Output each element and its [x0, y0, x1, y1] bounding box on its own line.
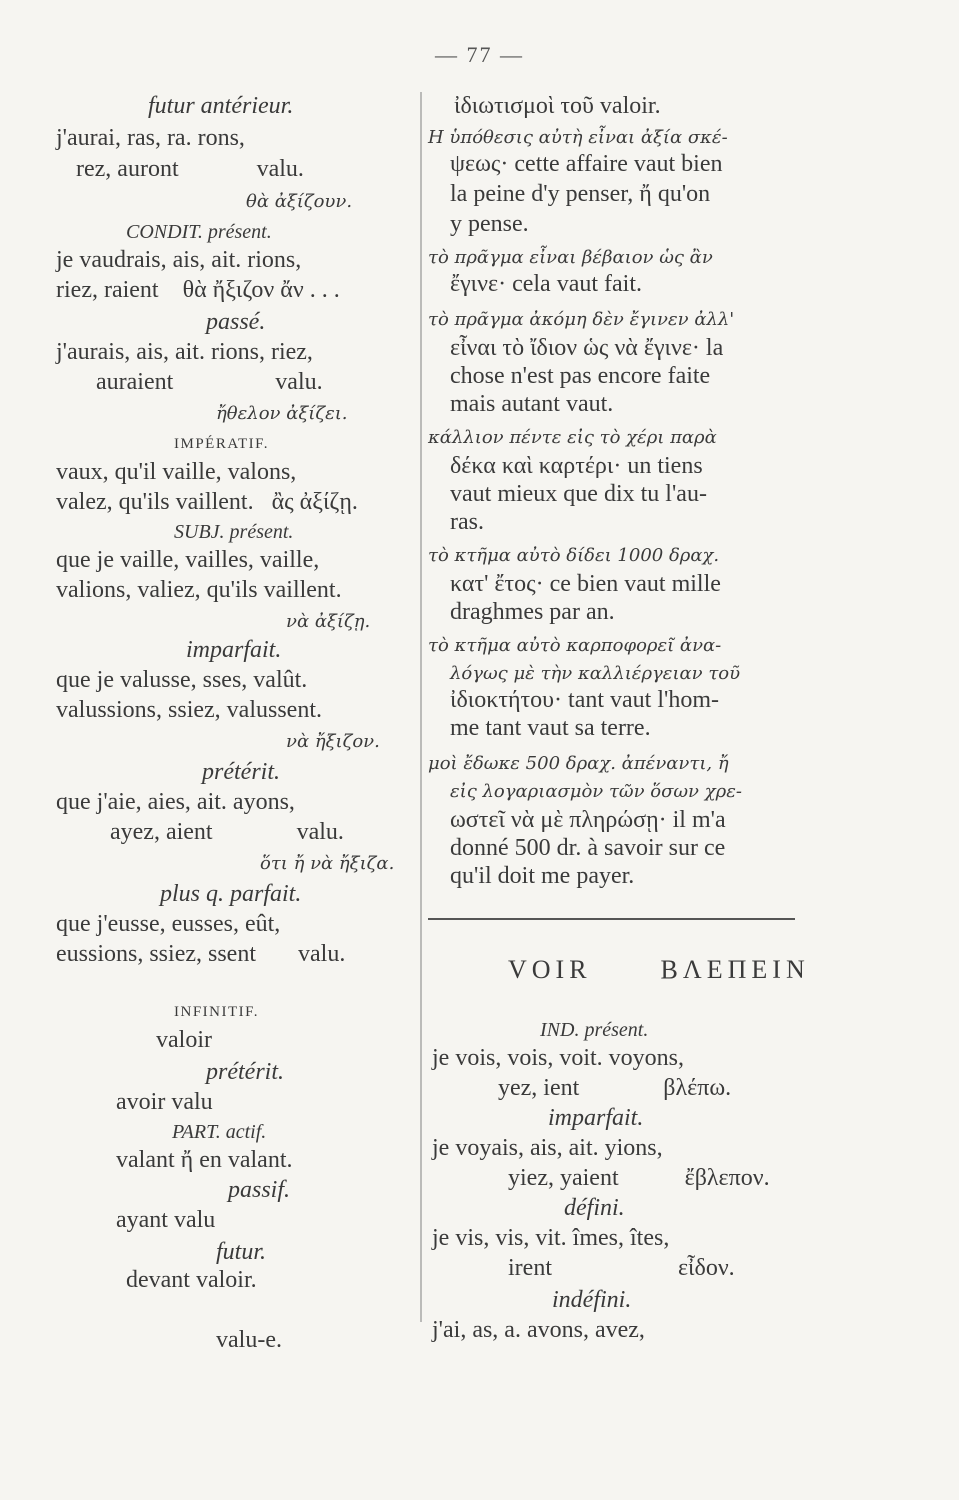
- conjugation-line: valions, valiez, qu'ils vaillent.: [56, 577, 342, 603]
- greek-translation: ὅτι ἤ νὰ ἤξιζα.: [260, 853, 395, 874]
- idiom-line: donné 500 dr. à savoir sur ce: [450, 835, 726, 861]
- conjugation-line: je voyais, ais, ait. yions,: [432, 1135, 663, 1161]
- idiom-line: ἰδιοκτήτου· tant vaut l'hom-: [450, 687, 719, 713]
- section-title-voir: VOIR ΒΛΕΠΕΙΝ: [508, 955, 810, 984]
- conjugation-line: que j'eusse, eusses, eût,: [56, 911, 281, 937]
- idiom-line: τὸ πρᾶγμα ἀκόμη δὲν ἔγινεν ἀλλ': [428, 309, 735, 330]
- idiom-line: τὸ κτῆμα αὐτὸ δίδει 1000 δραχ.: [428, 545, 720, 566]
- heading-passif: passif.: [228, 1177, 291, 1203]
- idiom-line: εἶναι τὸ ἴδιον ὡς νὰ ἔγινε· la: [450, 335, 724, 361]
- idiom-line: la peine d'y penser, ἤ qu'on: [450, 181, 711, 207]
- section-divider: [428, 918, 795, 920]
- conjugation-line: valoir: [156, 1027, 212, 1053]
- conjugation-line: valussions, ssiez, valussent.: [56, 697, 322, 723]
- idiom-line: vaut mieux que dix tu l'au-: [450, 481, 707, 507]
- greek-translation: νὰ ἀξίζῃ.: [286, 611, 371, 632]
- conjugation-line: que je valusse, sses, valût.: [56, 667, 308, 693]
- idiom-line: εἰς λογαριασμὸν τῶν ὅσων χρε-: [450, 781, 742, 802]
- heading-preterit: prétérit.: [202, 759, 280, 785]
- idiom-line: κάλλιον πέντε εἰς τὸ χέρι παρὰ: [428, 427, 717, 448]
- heading-plus-q-parfait: plus q. parfait.: [160, 881, 302, 907]
- idiom-line: λόγως μὲ τὴν καλλιέργειαν τοῦ: [450, 663, 741, 684]
- idiom-line: ἔγινε· cela vaut fait.: [450, 271, 642, 297]
- conjugation-line: je vaudrais, ais, ait. rions,: [56, 247, 302, 273]
- conjugation-line: je vis, vis, vit. îmes, îtes,: [432, 1225, 670, 1251]
- idiom-line: chose n'est pas encore faite: [450, 363, 711, 389]
- column-divider: [420, 92, 422, 1322]
- idiom-line: τὸ κτῆμα αὐτὸ καρποφορεῖ ἀνα-: [428, 635, 722, 656]
- conjugation-line: yez, ient βλέπω.: [498, 1075, 732, 1101]
- conjugation-line: j'aurais, ais, ait. rions, riez,: [56, 339, 313, 365]
- idiom-line: mais autant vaut.: [450, 391, 614, 417]
- greek-translation: νὰ ἤξιζον.: [286, 731, 380, 752]
- heading-imparfait: imparfait.: [186, 637, 282, 663]
- page-number: — 77 —: [435, 42, 524, 67]
- heading-ind-present: IND. présent.: [540, 1019, 649, 1041]
- idiom-line: τὸ πρᾶγμα εἶναι βέβαιον ὡς ἂν: [428, 247, 713, 268]
- idiom-line: Η ὑπόθεσις αὐτὴ εἶναι ἀξία σκέ-: [428, 127, 728, 148]
- conjugation-line: valez, qu'ils vaillent. ἂς ἀξίζῃ.: [56, 489, 358, 515]
- idiom-line: δέκα καὶ καρτέρι· un tiens: [450, 453, 703, 479]
- conjugation-line: vaux, qu'il vaille, valons,: [56, 459, 297, 485]
- heading-subj-present: SUBJ. présent.: [174, 521, 294, 543]
- conjugation-line: auraient valu.: [96, 369, 323, 395]
- heading-indefini: indéfini.: [552, 1287, 632, 1313]
- conjugation-line: j'ai, as, a. avons, avez,: [432, 1317, 645, 1343]
- conjugation-line: rez, auront valu.: [76, 156, 304, 182]
- conjugation-line: ayant valu: [116, 1207, 216, 1233]
- heading-idiotismes: ἰδιωτισμοὶ τοῦ valoir.: [454, 93, 661, 119]
- idiom-line: ωστεῖ νὰ μὲ πληρώσῃ· il m'a: [450, 807, 726, 833]
- conjugation-line: que je vaille, vailles, vaille,: [56, 547, 320, 573]
- idiom-line: μοὶ ἔδωκε 500 δραχ. ἀπέναντι, ἤ: [428, 753, 729, 774]
- heading-futur-anterieur: futur antérieur.: [148, 93, 294, 119]
- conjugation-line: avoir valu: [116, 1089, 213, 1115]
- idiom-line: ras.: [450, 509, 484, 535]
- heading-defini: défini.: [564, 1195, 625, 1221]
- conjugation-line: valu-e.: [216, 1327, 282, 1353]
- heading-preterit-2: prétérit.: [206, 1059, 284, 1085]
- heading-imperatif: IMPÉRATIF.: [174, 436, 270, 452]
- idiom-line: qu'il doit me payer.: [450, 863, 635, 889]
- heading-futur: futur.: [216, 1239, 267, 1265]
- conjugation-line: irent εἶδον.: [508, 1255, 735, 1281]
- conjugation-line: eussions, ssiez, ssent valu.: [56, 941, 346, 967]
- idiom-line: y pense.: [450, 211, 529, 237]
- greek-translation: θὰ ἀξίζουν.: [246, 191, 353, 212]
- conjugation-line: devant valoir.: [126, 1267, 257, 1293]
- heading-part-actif: PART. actif.: [172, 1121, 267, 1143]
- conjugation-line: j'aurai, ras, ra. rons,: [56, 125, 245, 151]
- heading-passe: passé.: [206, 309, 266, 335]
- heading-condit-present: CONDIT. présent.: [126, 221, 272, 243]
- conjugation-line: que j'aie, aies, ait. ayons,: [56, 789, 295, 815]
- idiom-line: κατ' ἔτος· ce bien vaut mille: [450, 571, 721, 597]
- heading-infinitif: INFINITIF.: [174, 1004, 260, 1020]
- conjugation-line: riez, raient θὰ ἤξιζον ἄν . . .: [56, 277, 340, 303]
- conjugation-line: valant ἤ en valant.: [116, 1147, 293, 1173]
- idiom-line: draghmes par an.: [450, 599, 615, 625]
- heading-imparfait: imparfait.: [548, 1105, 644, 1131]
- conjugation-line: ayez, aient valu.: [110, 819, 344, 845]
- conjugation-line: je vois, vois, voit. voyons,: [432, 1045, 685, 1071]
- greek-translation: ἤθελον ἀξίζει.: [216, 403, 348, 424]
- idiom-line: ψεως· cette affaire vaut bien: [450, 151, 723, 177]
- idiom-line: me tant vaut sa terre.: [450, 715, 651, 741]
- conjugation-line: yiez, yaient ἔβλεπον.: [508, 1165, 770, 1191]
